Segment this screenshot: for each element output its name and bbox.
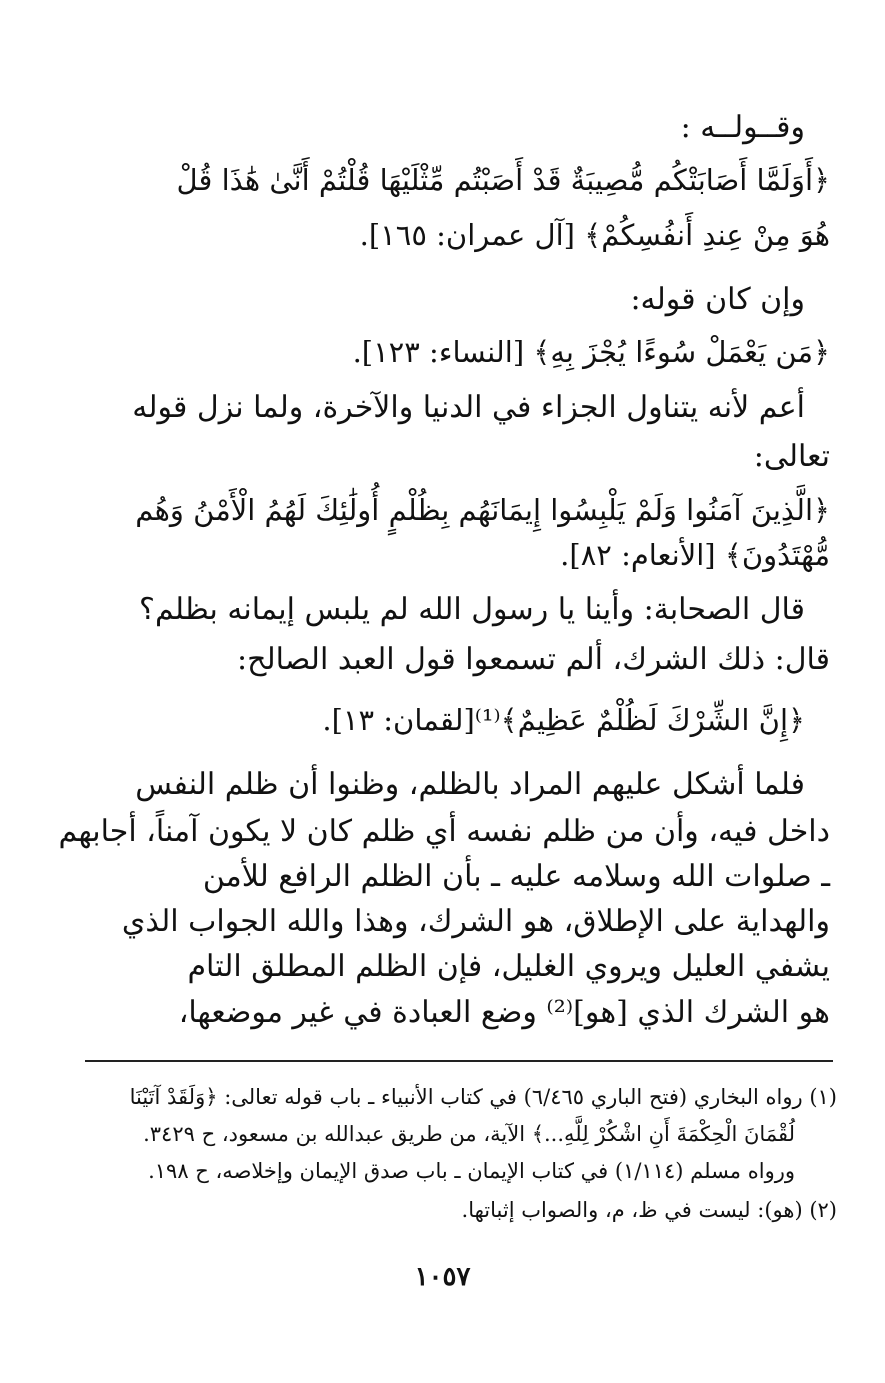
footnote-line: ورواه مسلم (١/١١٤) في كتاب الإيمان ـ باب صدق الإيمان وإخلاصه، ح ١٩٨.	[148, 1159, 795, 1183]
text-line: وإن كان قوله:	[630, 282, 805, 317]
text-line: أعم لأنه يتناول الجزاء في الدنيا والآخرة، ولما نزل قوله	[132, 390, 805, 425]
text-line: تعالى:	[753, 439, 830, 474]
text-line: وقــولــه :	[680, 110, 805, 145]
quran-verse-line: مُّهْتَدُونَ﴾ [الأنعام: ٨٢].	[560, 538, 830, 572]
text-line: فلما أشكل عليهم المراد بالظلم، وظنوا أن ظلم النفس	[135, 767, 805, 802]
text-line: قال: ذلك الشرك، ألم تسمعوا قول العبد الصالح:	[237, 642, 830, 677]
text-line: ـ صلوات الله وسلامه عليه ـ بأن الظلم الرافع للأمن	[202, 859, 830, 894]
quran-verse-line: ﴿مَن يَعْمَلْ سُوءًا يُجْزَ بِهِ﴾ [النساء: ١٢٣].	[352, 335, 830, 369]
footnote-divider	[85, 1060, 833, 1062]
text-line: والهداية على الإطلاق، هو الشرك، وهذا والله الجواب الذي	[121, 904, 830, 939]
quran-verse-line: ﴿أَوَلَمَّا أَصَابَتْكُم مُّصِيبَةٌ قَدْ أَصَبْتُم مِّثْلَيْهَا قُلْتُمْ أَنَّىٰ هَٰذَا قُلْ	[176, 163, 830, 197]
footnote-line: لُقْمَانَ الْحِكْمَةَ أَنِ اشْكُرْ لِلَّهِ...﴾ الآية، من طريق عبدالله بن مسعود، ح ٣٤٢٩.	[143, 1122, 795, 1146]
text-line: هو الشرك الذي [هو]⁽²⁾ وضع العبادة في غير موضعها،	[178, 995, 830, 1030]
footnote-line: (١) رواه البخاري (فتح الباري ٦/٤٦٥) في كتاب الأنبياء ـ باب قوله تعالى: ﴿وَلَقَدْ آتَيْنَا	[129, 1085, 837, 1109]
text-line: يشفي العليل ويروي الغليل، فإن الظلم المطلق التام	[187, 949, 830, 984]
text-line: قال الصحابة: وأينا يا رسول الله لم يلبس إيمانه بظلم؟	[139, 592, 805, 627]
footnote-line: (٢) (هو): ليست في ظ، م، والصواب إثباتها.	[461, 1198, 837, 1222]
page-number: ١٠٥٧	[414, 1262, 471, 1292]
quran-verse-line: هُوَ مِنْ عِندِ أَنفُسِكُمْ﴾ [آل عمران: ١٦٥].	[359, 218, 830, 252]
text-line: داخل فيه، وأن من ظلم نفسه أي ظلم كان لا يكون آمناً، أجابهم	[58, 814, 830, 849]
quran-verse-line: ﴿الَّذِينَ آمَنُوا وَلَمْ يَلْبِسُوا إِيمَانَهُم بِظُلْمٍ أُولَٰئِكَ لَهُمُ الْأَمْنُ وَهُم	[135, 493, 830, 527]
quran-verse-line: ﴿إِنَّ الشِّرْكَ لَظُلْمٌ عَظِيمٌ﴾⁽¹⁾[لقمان: ١٣].	[322, 703, 805, 737]
